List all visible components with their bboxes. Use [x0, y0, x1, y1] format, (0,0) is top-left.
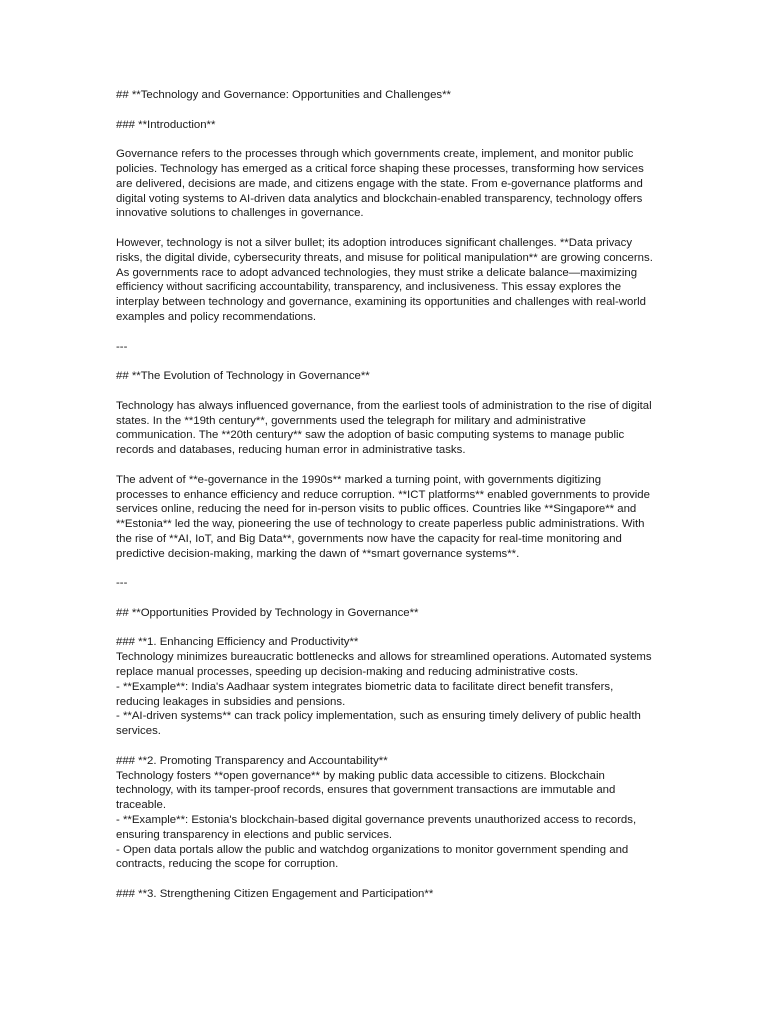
opportunity-2-bullet-2: - Open data portals allow the public and watchdog organizations to monitor government spending and contracts, reducing the scope for corruption.	[116, 843, 629, 871]
spacer	[116, 591, 656, 606]
introduction-paragraph-1: Governance refers to the processes through which governments create, implement, and monitor public policies. Technology has emerged as a critical force shaping these processes, transforming how services are delivered, decisions are made, and citizens engage with the state. From e-governance platforms and digital voting systems to AI-driven data analytics and blockchain-enabled transparency, technology offers innovative solutions to challenges in governance.	[116, 148, 644, 220]
section-divider: ---	[116, 577, 128, 590]
introduction-heading: ### **Introduction**	[116, 118, 216, 131]
spacer	[116, 132, 656, 147]
opportunity-1-bullet-2: - **AI-driven systems** can track policy implementation, such as ensuring timely delivery of public health services.	[116, 710, 641, 738]
opportunity-2-bullet-1: - **Example**: Estonia's blockchain-based digital governance prevents unauthorized access to records, ensuring transparency in elections and public services.	[116, 814, 637, 841]
introduction-paragraph-2: However, technology is not a silver bullet; its adoption introduces significant challenges. **Data privacy risks, the digital divide, cybersecurity threats, and misuse for political manipulation** are growing concerns. As governments race to adopt advanced technologies, they must strike a delicate balance—maximizing efficiency without sacrificing accountability, transparency, and inclusiveness. This essay explores the interplay between technology and governance, examining its opportunities and challenges with real-world examples and policy recommendations.	[116, 236, 653, 323]
spacer	[116, 562, 656, 577]
evolution-paragraph-1: Technology has always influenced governance, from the earliest tools of administration to the rise of digital states. In the **19th century**, governments used the telegraph for military and administrative communication. The **20th century** saw the adoption of basic computing systems to manage public records and databases, reducing human error in administrative tasks.	[116, 399, 652, 457]
spacer	[116, 221, 656, 236]
opportunity-1-body: Technology minimizes bureaucratic bottlenecks and allows for streamlined operations. Automated systems replace manual processes, speeding up decision-making and reducing administrative costs.	[116, 651, 652, 679]
spacer	[116, 325, 656, 340]
document-page	[116, 88, 656, 902]
opportunity-2-heading: ### **2. Promoting Transparency and Accountability**	[116, 754, 388, 767]
spacer	[116, 103, 656, 118]
spacer	[116, 872, 656, 887]
opportunity-2-body: Technology fosters **open governance** by making public data accessible to citizens. Blockchain technology, with its tamper-proof records, ensures that government transactions are immutable and traceable.	[116, 769, 616, 812]
opportunity-3-heading: ### **3. Strengthening Citizen Engagement and Participation**	[116, 888, 434, 901]
document-title: ## **Technology and Governance: Opportunities and Challenges**	[116, 89, 451, 101]
spacer	[116, 739, 656, 754]
opportunity-1-bullet-1: - **Example**: India's Aadhaar system integrates biometric data to facilitate direct benefit transfers, reducing leakages in subsidies and pensions.	[116, 680, 614, 708]
section-divider: ---	[116, 340, 128, 353]
evolution-paragraph-2: The advent of **e-governance in the 1990s** marked a turning point, with governments digitizing processes to enhance efficiency and reduce corruption. **ICT platforms** enabled governments to provide services online, reducing the need for in-person visits to public offices. Countries like **Singapore** and **Estonia** led the way, pioneering the use of technology to create paperless public administrations. With the rise of **AI, IoT, and Big Data**, governments now have the capacity for real-time monitoring and predictive decision-making, marking the dawn of **smart governance systems**.	[116, 473, 650, 560]
evolution-heading: ## **The Evolution of Technology in Governance**	[116, 370, 370, 383]
spacer	[116, 384, 656, 399]
opportunity-1-heading: ### **1. Enhancing Efficiency and Productivity**	[116, 636, 359, 649]
spacer	[116, 458, 656, 473]
spacer	[116, 354, 656, 369]
spacer	[116, 621, 656, 636]
opportunities-heading: ## **Opportunities Provided by Technology in Governance**	[116, 606, 419, 619]
